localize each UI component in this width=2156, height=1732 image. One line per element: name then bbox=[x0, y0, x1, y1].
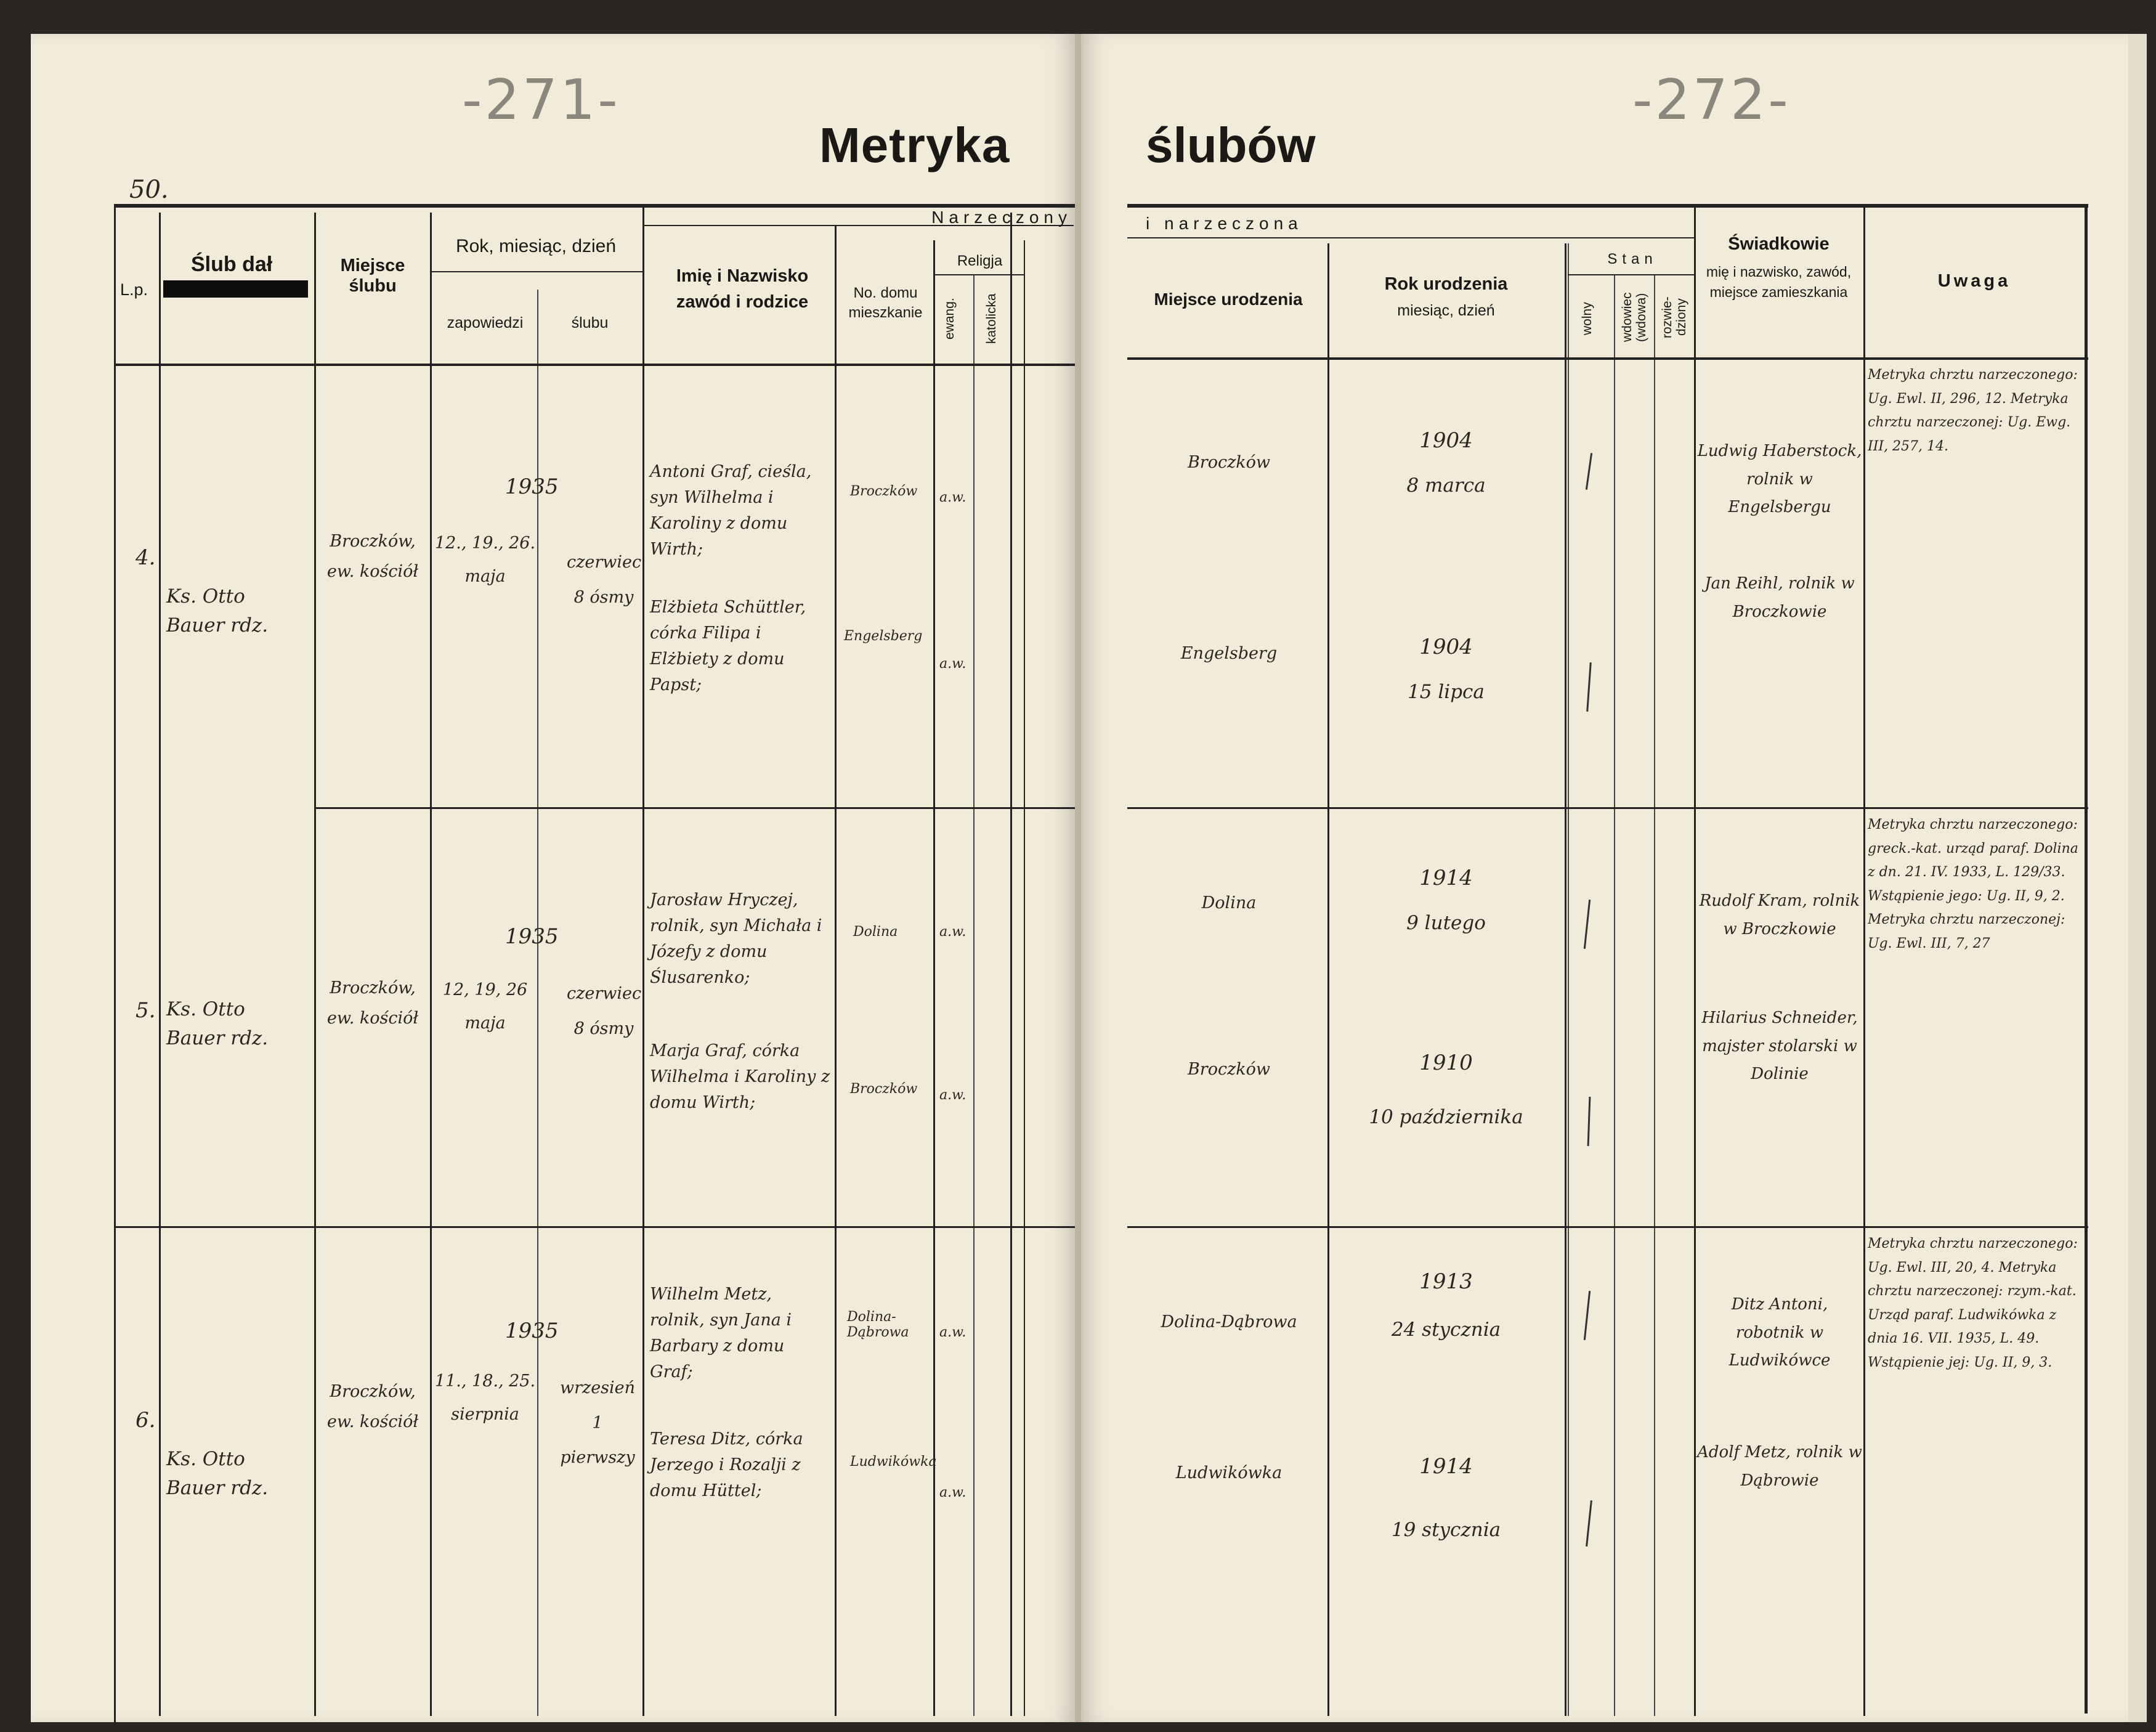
entry-lp: 5. bbox=[136, 998, 156, 1023]
header-rozwiedziony: rozwie-dziony bbox=[1660, 296, 1689, 338]
entry-slub-dal: Ks. Otto Bauer rdz. bbox=[166, 1448, 269, 1499]
entry-groom-birthplace: Dolina bbox=[1201, 893, 1257, 913]
entry-groom-birth-year: 1914 bbox=[1419, 866, 1473, 890]
entry-slub-dal: Ks. Otto Bauer rdz. bbox=[166, 998, 269, 1049]
entry-groom: Antoni Graf, cieśla, syn Wilhelma i Karoliny z domu Wirth; bbox=[650, 462, 812, 559]
entry-groom-birthplace: Broczków bbox=[1187, 453, 1271, 472]
entry-zapowiedzi: 11., 18., 25. sierpnia bbox=[434, 1372, 536, 1424]
entry-bride-birthplace: Broczków bbox=[1187, 1060, 1271, 1079]
entry-slubu: czerwiec 8 ósmy bbox=[567, 553, 642, 607]
entry-bride-birth-year: 1910 bbox=[1419, 1051, 1473, 1075]
entry-bride-birth-year: 1914 bbox=[1419, 1454, 1473, 1479]
entry-bride: Marja Graf, córka Wilhelma i Karoliny z domu Wirth; bbox=[650, 1041, 830, 1112]
entry-groom: Wilhelm Metz, rolnik, syn Jana i Barbary z domu Graf; bbox=[650, 1285, 792, 1381]
entry-groom-birthplace: Dolina-Dąbrowa bbox=[1161, 1312, 1297, 1332]
entry-miejsce: Broczków, ew. kościół bbox=[326, 532, 419, 581]
entry-groom-religion: a.w. bbox=[939, 490, 967, 505]
entry-bride-religion: a.w. bbox=[939, 1088, 967, 1103]
entry-groom-religion: a.w. bbox=[939, 924, 967, 940]
header-imie-nazwisko: Imię i Nazwisko zawód i rodzice bbox=[676, 266, 809, 312]
entry-slub-dal: Ks. Otto Bauer rdz. bbox=[166, 585, 269, 636]
header-wdowiec: wdowiec (wdowa) bbox=[1620, 292, 1649, 343]
entry-bride-religion: a.w. bbox=[939, 1485, 967, 1500]
header-swiadkowie: Świadkowie bbox=[1728, 234, 1830, 254]
redaction-bar bbox=[163, 280, 308, 298]
entry-lp: 4. bbox=[136, 545, 156, 570]
header-miejsce-slubu: Miejsce ślubu bbox=[340, 256, 405, 296]
header-miesiac-dzien: miesiąc, dzień bbox=[1397, 302, 1495, 319]
entry-bride-house: Ludwikówka bbox=[850, 1454, 937, 1470]
entry-groom-birth-date: 24 stycznia bbox=[1391, 1319, 1501, 1341]
header-rok-miesiac-dzien: Rok, miesiąc, dzień bbox=[455, 236, 617, 256]
entry-groom-house: Dolina-Dąbrowa bbox=[847, 1309, 909, 1340]
header-katolicka: katolicka bbox=[984, 293, 999, 344]
entry-bride-birth-year: 1904 bbox=[1419, 635, 1473, 659]
entry-groom: Jarosław Hryczej, rolnik, syn Michała i Józefy z domu Ślusarenko; bbox=[650, 890, 822, 987]
left-page bbox=[31, 34, 1078, 1722]
entry-zapowiedzi: 12, 19, 26 maja bbox=[442, 980, 528, 1033]
entry-bride: Elżbieta Schüttler, córka Filipa i Elżbiety z domu Papst; bbox=[650, 598, 806, 694]
right-page bbox=[1078, 34, 2128, 1722]
header-no-domu: No. domu mieszkanie bbox=[848, 285, 923, 322]
entry-uwaga: Metryka chrztu narzeczonego: Ug. Ewl. III, 20, 4. Metryka chrztu narzeczonej: rzym.-kat. Urząd paraf. Ludwikówka z dnia 16. VII. 1935, L. 49. Wstąpienie jej: Ug. II, 9, 3. bbox=[1868, 1236, 2078, 1370]
title-left: Metryka bbox=[819, 118, 1010, 173]
entry-miejsce: Broczków, ew. kościół bbox=[326, 1382, 419, 1431]
header-i-narzeczona: i narzeczona bbox=[1146, 214, 1303, 233]
entry-uwaga: Metryka chrztu narzeczonego: greck.-kat. urząd paraf. Dolina z dn. 21. IV. 1933, L. 129/33. Wstąpienie jego: Ug. II, 9, 2. Metryka chrztu narzeczonej: Ug. Ewl. III, 7, 27 bbox=[1868, 817, 2078, 951]
title-right: ślubów bbox=[1146, 118, 1316, 173]
entry-groom-birth-year: 1913 bbox=[1419, 1269, 1473, 1294]
entry-zapowiedzi: 12., 19., 26. maja bbox=[434, 534, 536, 586]
entry-groom-house: Dolina bbox=[853, 924, 898, 940]
entry-witness-1: Ditz Antoni, robotnik w Ludwikówce bbox=[1728, 1295, 1831, 1370]
header-slubu: ślubu bbox=[571, 314, 609, 331]
sheet-number: 50. bbox=[129, 176, 169, 204]
entry-witness-2: Hilarius Schneider, majster stolarski w Dolinie bbox=[1701, 1009, 1858, 1083]
left-page-number: -271- bbox=[462, 68, 620, 132]
entry-rok: 1935 bbox=[505, 1319, 559, 1343]
entry-bride-birth-date: 10 października bbox=[1369, 1106, 1523, 1128]
entry-slubu: czerwiec 8 ósmy bbox=[567, 984, 642, 1038]
entry-bride-birthplace: Engelsberg bbox=[1180, 644, 1278, 663]
entry-bride-birthplace: Ludwikówka bbox=[1175, 1463, 1283, 1482]
entry-groom-birth-year: 1904 bbox=[1419, 428, 1473, 453]
entry-witness-2: Adolf Metz, rolnik w Dąbrowie bbox=[1697, 1443, 1862, 1490]
entry-slubu: wrzesień 1 pierwszy bbox=[559, 1378, 636, 1468]
header-religja: Religja bbox=[957, 253, 1003, 269]
header-zapowiedzi: zapowiedzi bbox=[447, 314, 524, 331]
entry-groom-religion: a.w. bbox=[939, 1325, 967, 1340]
header-miejsce-urodzenia: Miejsce urodzenia bbox=[1154, 290, 1303, 309]
header-rok-urodzenia: Rok urodzenia bbox=[1384, 274, 1508, 294]
header-narzeczony: Narzeczony bbox=[931, 208, 1072, 227]
entry-bride-religion: a.w. bbox=[939, 656, 967, 672]
entry-witness-1: Rudolf Kram, rolnik w Broczkowie bbox=[1699, 892, 1860, 938]
entry-bride-birth-date: 19 stycznia bbox=[1391, 1519, 1501, 1541]
header-stan: Stan bbox=[1607, 251, 1658, 267]
entry-witness-1: Ludwig Haberstock, rolnik w Engelsbergu bbox=[1697, 442, 1862, 516]
entry-witness-2: Jan Reihl, rolnik w Broczkowie bbox=[1704, 574, 1855, 621]
entry-miejsce: Broczków, ew. kościół bbox=[326, 978, 419, 1028]
right-page-number: -272- bbox=[1632, 68, 1791, 132]
header-lp: L.p. bbox=[120, 280, 148, 299]
header-uwaga: Uwaga bbox=[1937, 271, 2011, 291]
entry-groom-house: Broczków bbox=[850, 484, 918, 499]
entry-uwaga: Metryka chrztu narzeczonego: Ug. Ewl. II, 296, 12. Metryka chrztu narzeczonej: Ug. Ewg. III, 257, 14. bbox=[1868, 367, 2078, 454]
entry-lp: 6. bbox=[136, 1408, 156, 1433]
entry-groom-birth-date: 9 lutego bbox=[1406, 912, 1486, 934]
entry-bride: Teresa Ditz, córka Jerzego i Rozalji z domu Hüttel; bbox=[650, 1429, 803, 1500]
entry-bride-house: Engelsberg bbox=[844, 628, 923, 644]
header-ewang: ewang. bbox=[942, 298, 957, 340]
header-swiadkowie-sub: mię i nazwisko, zawód, miejsce zamieszkania bbox=[1706, 264, 1852, 301]
entry-bride-house: Broczków bbox=[850, 1081, 918, 1097]
entry-rok: 1935 bbox=[505, 924, 559, 949]
header-wolny: wolny bbox=[1580, 302, 1594, 336]
header-slub-dal: Ślub dał bbox=[191, 253, 273, 276]
entry-bride-birth-date: 15 lipca bbox=[1408, 681, 1485, 703]
entry-groom-birth-date: 8 marca bbox=[1406, 474, 1486, 497]
entry-rok: 1935 bbox=[505, 474, 559, 499]
